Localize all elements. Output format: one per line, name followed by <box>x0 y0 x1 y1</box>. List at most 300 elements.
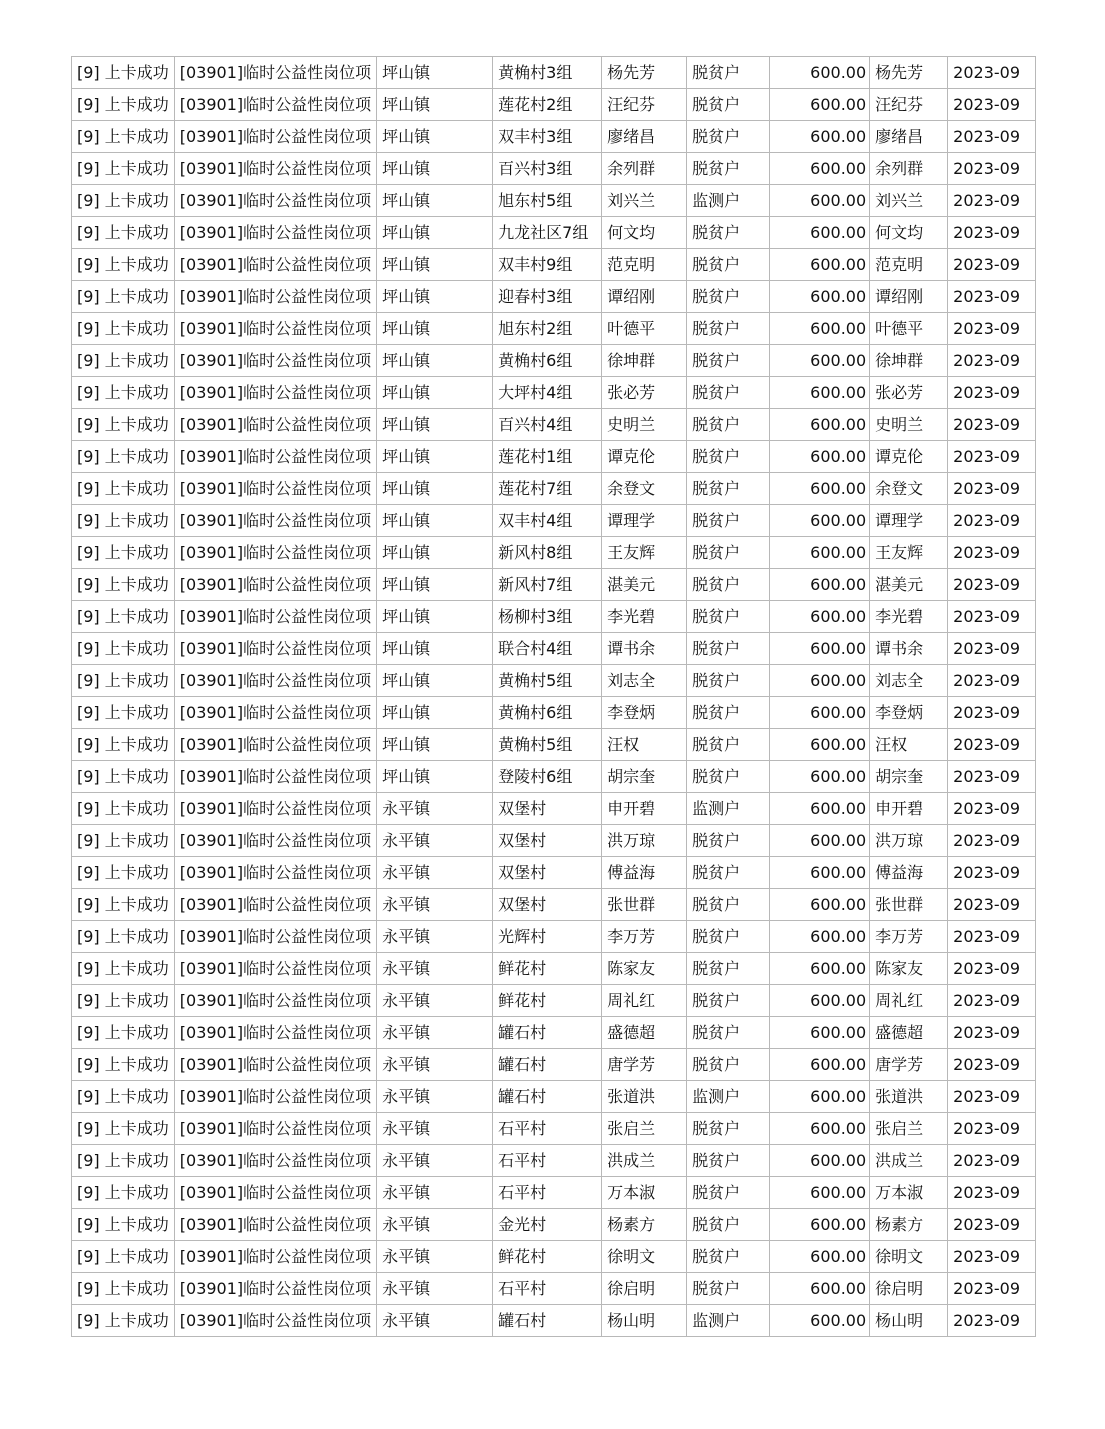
status-cell: [9] 上卡成功 <box>72 345 175 377</box>
amount-cell: 600.00 <box>770 601 870 633</box>
village-cell: 鲜花村 <box>493 953 602 985</box>
amount-cell: 600.00 <box>770 1017 870 1049</box>
table-row <box>72 1049 1036 1081</box>
person-name-cell: 张道洪 <box>602 1081 687 1113</box>
status-cell: [9] 上卡成功 <box>72 921 175 953</box>
period-cell: 2023-09 <box>948 409 1036 441</box>
status-cell: [9] 上卡成功 <box>72 729 175 761</box>
project-cell: [03901]临时公益性岗位项 <box>174 1305 376 1337</box>
village-cell: 莲花村2组 <box>493 89 602 121</box>
amount-cell: 600.00 <box>770 57 870 89</box>
period-cell: 2023-09 <box>948 1113 1036 1145</box>
town-cell: 坪山镇 <box>377 89 493 121</box>
payee-name-cell: 何文均 <box>870 217 948 249</box>
person-name-cell: 王友辉 <box>602 537 687 569</box>
period-cell: 2023-09 <box>948 185 1036 217</box>
person-name-cell: 谭理学 <box>602 505 687 537</box>
household-type-cell: 脱贫户 <box>687 921 770 953</box>
person-name-cell: 张必芳 <box>602 377 687 409</box>
project-cell: [03901]临时公益性岗位项 <box>174 185 376 217</box>
status-cell: [9] 上卡成功 <box>72 473 175 505</box>
period-cell: 2023-09 <box>948 377 1036 409</box>
person-name-cell: 刘志全 <box>602 665 687 697</box>
household-type-cell: 脱贫户 <box>687 889 770 921</box>
person-name-cell: 谭绍刚 <box>602 281 687 313</box>
table-row <box>72 1209 1036 1241</box>
village-cell: 登陵村6组 <box>493 761 602 793</box>
status-cell: [9] 上卡成功 <box>72 537 175 569</box>
project-cell: [03901]临时公益性岗位项 <box>174 1049 376 1081</box>
person-name-cell: 陈家友 <box>602 953 687 985</box>
period-cell: 2023-09 <box>948 857 1036 889</box>
town-cell: 永平镇 <box>377 1145 493 1177</box>
town-cell: 坪山镇 <box>377 601 493 633</box>
payee-name-cell: 杨山明 <box>870 1305 948 1337</box>
table-row <box>72 761 1036 793</box>
project-cell: [03901]临时公益性岗位项 <box>174 89 376 121</box>
amount-cell: 600.00 <box>770 473 870 505</box>
table-row <box>72 697 1036 729</box>
amount-cell: 600.00 <box>770 1145 870 1177</box>
amount-cell: 600.00 <box>770 697 870 729</box>
payee-name-cell: 余列群 <box>870 153 948 185</box>
period-cell: 2023-09 <box>948 473 1036 505</box>
amount-cell: 600.00 <box>770 281 870 313</box>
village-cell: 新风村7组 <box>493 569 602 601</box>
table-row <box>72 1273 1036 1305</box>
household-type-cell: 脱贫户 <box>687 985 770 1017</box>
payee-name-cell: 谭克伦 <box>870 441 948 473</box>
period-cell: 2023-09 <box>948 249 1036 281</box>
household-type-cell: 脱贫户 <box>687 89 770 121</box>
payee-name-cell: 范克明 <box>870 249 948 281</box>
table-row <box>72 1177 1036 1209</box>
payee-name-cell: 李万芳 <box>870 921 948 953</box>
household-type-cell: 脱贫户 <box>687 121 770 153</box>
period-cell: 2023-09 <box>948 313 1036 345</box>
project-cell: [03901]临时公益性岗位项 <box>174 985 376 1017</box>
amount-cell: 600.00 <box>770 377 870 409</box>
household-type-cell: 脱贫户 <box>687 953 770 985</box>
person-name-cell: 何文均 <box>602 217 687 249</box>
table-row <box>72 1145 1036 1177</box>
status-cell: [9] 上卡成功 <box>72 697 175 729</box>
project-cell: [03901]临时公益性岗位项 <box>174 281 376 313</box>
payee-name-cell: 刘志全 <box>870 665 948 697</box>
village-cell: 莲花村1组 <box>493 441 602 473</box>
amount-cell: 600.00 <box>770 793 870 825</box>
town-cell: 永平镇 <box>377 1049 493 1081</box>
period-cell: 2023-09 <box>948 217 1036 249</box>
household-type-cell: 脱贫户 <box>687 505 770 537</box>
project-cell: [03901]临时公益性岗位项 <box>174 1113 376 1145</box>
payee-name-cell: 叶德平 <box>870 313 948 345</box>
town-cell: 永平镇 <box>377 1113 493 1145</box>
household-type-cell: 脱贫户 <box>687 761 770 793</box>
project-cell: [03901]临时公益性岗位项 <box>174 249 376 281</box>
project-cell: [03901]临时公益性岗位项 <box>174 1241 376 1273</box>
amount-cell: 600.00 <box>770 985 870 1017</box>
amount-cell: 600.00 <box>770 729 870 761</box>
table-row <box>72 537 1036 569</box>
period-cell: 2023-09 <box>948 153 1036 185</box>
payee-name-cell: 徐启明 <box>870 1273 948 1305</box>
town-cell: 永平镇 <box>377 921 493 953</box>
household-type-cell: 脱贫户 <box>687 281 770 313</box>
person-name-cell: 盛德超 <box>602 1017 687 1049</box>
table-row <box>72 249 1036 281</box>
payee-name-cell: 盛德超 <box>870 1017 948 1049</box>
status-cell: [9] 上卡成功 <box>72 153 175 185</box>
village-cell: 旭东村2组 <box>493 313 602 345</box>
town-cell: 坪山镇 <box>377 281 493 313</box>
table-row <box>72 217 1036 249</box>
project-cell: [03901]临时公益性岗位项 <box>174 1273 376 1305</box>
household-type-cell: 脱贫户 <box>687 1113 770 1145</box>
amount-cell: 600.00 <box>770 217 870 249</box>
town-cell: 坪山镇 <box>377 409 493 441</box>
payee-name-cell: 谭书余 <box>870 633 948 665</box>
household-type-cell: 脱贫户 <box>687 57 770 89</box>
project-cell: [03901]临时公益性岗位项 <box>174 121 376 153</box>
period-cell: 2023-09 <box>948 633 1036 665</box>
town-cell: 坪山镇 <box>377 377 493 409</box>
payee-name-cell: 徐坤群 <box>870 345 948 377</box>
status-cell: [9] 上卡成功 <box>72 377 175 409</box>
town-cell: 永平镇 <box>377 793 493 825</box>
period-cell: 2023-09 <box>948 761 1036 793</box>
person-name-cell: 廖绪昌 <box>602 121 687 153</box>
village-cell: 鲜花村 <box>493 1241 602 1273</box>
period-cell: 2023-09 <box>948 1177 1036 1209</box>
village-cell: 石平村 <box>493 1177 602 1209</box>
amount-cell: 600.00 <box>770 537 870 569</box>
household-type-cell: 脱贫户 <box>687 1209 770 1241</box>
project-cell: [03901]临时公益性岗位项 <box>174 409 376 441</box>
household-type-cell: 脱贫户 <box>687 1145 770 1177</box>
table-row <box>72 89 1036 121</box>
status-cell: [9] 上卡成功 <box>72 1241 175 1273</box>
status-cell: [9] 上卡成功 <box>72 217 175 249</box>
project-cell: [03901]临时公益性岗位项 <box>174 793 376 825</box>
payee-name-cell: 王友辉 <box>870 537 948 569</box>
table-row <box>72 505 1036 537</box>
period-cell: 2023-09 <box>948 89 1036 121</box>
period-cell: 2023-09 <box>948 985 1036 1017</box>
person-name-cell: 周礼红 <box>602 985 687 1017</box>
table-row <box>72 1241 1036 1273</box>
project-cell: [03901]临时公益性岗位项 <box>174 1017 376 1049</box>
period-cell: 2023-09 <box>948 889 1036 921</box>
amount-cell: 600.00 <box>770 953 870 985</box>
person-name-cell: 汪权 <box>602 729 687 761</box>
town-cell: 永平镇 <box>377 1017 493 1049</box>
status-cell: [9] 上卡成功 <box>72 121 175 153</box>
town-cell: 坪山镇 <box>377 249 493 281</box>
household-type-cell: 脱贫户 <box>687 729 770 761</box>
household-type-cell: 监测户 <box>687 1305 770 1337</box>
town-cell: 永平镇 <box>377 1081 493 1113</box>
status-cell: [9] 上卡成功 <box>72 889 175 921</box>
status-cell: [9] 上卡成功 <box>72 185 175 217</box>
household-type-cell: 脱贫户 <box>687 633 770 665</box>
payee-name-cell: 张世群 <box>870 889 948 921</box>
project-cell: [03901]临时公益性岗位项 <box>174 729 376 761</box>
village-cell: 双丰村9组 <box>493 249 602 281</box>
amount-cell: 600.00 <box>770 921 870 953</box>
period-cell: 2023-09 <box>948 121 1036 153</box>
town-cell: 坪山镇 <box>377 729 493 761</box>
table-row <box>72 953 1036 985</box>
period-cell: 2023-09 <box>948 729 1036 761</box>
status-cell: [9] 上卡成功 <box>72 57 175 89</box>
household-type-cell: 脱贫户 <box>687 1017 770 1049</box>
status-cell: [9] 上卡成功 <box>72 1049 175 1081</box>
payee-name-cell: 胡宗奎 <box>870 761 948 793</box>
amount-cell: 600.00 <box>770 761 870 793</box>
person-name-cell: 谭克伦 <box>602 441 687 473</box>
town-cell: 坪山镇 <box>377 537 493 569</box>
table-row <box>72 825 1036 857</box>
table-row <box>72 1081 1036 1113</box>
payment-table <box>71 56 1036 1337</box>
payee-name-cell: 李光碧 <box>870 601 948 633</box>
amount-cell: 600.00 <box>770 569 870 601</box>
payee-name-cell: 陈家友 <box>870 953 948 985</box>
village-cell: 迎春村3组 <box>493 281 602 313</box>
household-type-cell: 脱贫户 <box>687 217 770 249</box>
household-type-cell: 脱贫户 <box>687 313 770 345</box>
table-row <box>72 473 1036 505</box>
status-cell: [9] 上卡成功 <box>72 665 175 697</box>
table-row <box>72 1017 1036 1049</box>
village-cell: 联合村4组 <box>493 633 602 665</box>
household-type-cell: 监测户 <box>687 793 770 825</box>
period-cell: 2023-09 <box>948 569 1036 601</box>
town-cell: 坪山镇 <box>377 697 493 729</box>
amount-cell: 600.00 <box>770 633 870 665</box>
status-cell: [9] 上卡成功 <box>72 1209 175 1241</box>
payee-name-cell: 余登文 <box>870 473 948 505</box>
town-cell: 坪山镇 <box>377 441 493 473</box>
period-cell: 2023-09 <box>948 697 1036 729</box>
payee-name-cell: 刘兴兰 <box>870 185 948 217</box>
amount-cell: 600.00 <box>770 441 870 473</box>
amount-cell: 600.00 <box>770 1241 870 1273</box>
project-cell: [03901]临时公益性岗位项 <box>174 153 376 185</box>
amount-cell: 600.00 <box>770 857 870 889</box>
project-cell: [03901]临时公益性岗位项 <box>174 505 376 537</box>
person-name-cell: 杨素方 <box>602 1209 687 1241</box>
table-row <box>72 281 1036 313</box>
project-cell: [03901]临时公益性岗位项 <box>174 1081 376 1113</box>
household-type-cell: 脱贫户 <box>687 569 770 601</box>
payee-name-cell: 洪万琼 <box>870 825 948 857</box>
payee-name-cell: 张道洪 <box>870 1081 948 1113</box>
status-cell: [9] 上卡成功 <box>72 825 175 857</box>
amount-cell: 600.00 <box>770 1177 870 1209</box>
person-name-cell: 余登文 <box>602 473 687 505</box>
period-cell: 2023-09 <box>948 1241 1036 1273</box>
village-cell: 九龙社区7组 <box>493 217 602 249</box>
period-cell: 2023-09 <box>948 1305 1036 1337</box>
payee-name-cell: 申开碧 <box>870 793 948 825</box>
town-cell: 永平镇 <box>377 889 493 921</box>
town-cell: 坪山镇 <box>377 313 493 345</box>
period-cell: 2023-09 <box>948 953 1036 985</box>
town-cell: 永平镇 <box>377 985 493 1017</box>
household-type-cell: 监测户 <box>687 185 770 217</box>
household-type-cell: 脱贫户 <box>687 377 770 409</box>
table-row <box>72 441 1036 473</box>
project-cell: [03901]临时公益性岗位项 <box>174 601 376 633</box>
amount-cell: 600.00 <box>770 1209 870 1241</box>
period-cell: 2023-09 <box>948 921 1036 953</box>
project-cell: [03901]临时公益性岗位项 <box>174 473 376 505</box>
table-row <box>72 601 1036 633</box>
village-cell: 新风村8组 <box>493 537 602 569</box>
person-name-cell: 张世群 <box>602 889 687 921</box>
household-type-cell: 脱贫户 <box>687 153 770 185</box>
person-name-cell: 徐明文 <box>602 1241 687 1273</box>
person-name-cell: 徐坤群 <box>602 345 687 377</box>
person-name-cell: 谭书余 <box>602 633 687 665</box>
household-type-cell: 脱贫户 <box>687 409 770 441</box>
person-name-cell: 申开碧 <box>602 793 687 825</box>
person-name-cell: 刘兴兰 <box>602 185 687 217</box>
person-name-cell: 湛美元 <box>602 569 687 601</box>
town-cell: 永平镇 <box>377 1241 493 1273</box>
amount-cell: 600.00 <box>770 825 870 857</box>
person-name-cell: 洪万琼 <box>602 825 687 857</box>
period-cell: 2023-09 <box>948 793 1036 825</box>
village-cell: 黄桷村3组 <box>493 57 602 89</box>
project-cell: [03901]临时公益性岗位项 <box>174 57 376 89</box>
table-row <box>72 569 1036 601</box>
village-cell: 石平村 <box>493 1145 602 1177</box>
village-cell: 金光村 <box>493 1209 602 1241</box>
amount-cell: 600.00 <box>770 665 870 697</box>
household-type-cell: 脱贫户 <box>687 601 770 633</box>
period-cell: 2023-09 <box>948 345 1036 377</box>
amount-cell: 600.00 <box>770 505 870 537</box>
project-cell: [03901]临时公益性岗位项 <box>174 953 376 985</box>
person-name-cell: 胡宗奎 <box>602 761 687 793</box>
status-cell: [9] 上卡成功 <box>72 249 175 281</box>
status-cell: [9] 上卡成功 <box>72 601 175 633</box>
household-type-cell: 脱贫户 <box>687 697 770 729</box>
amount-cell: 600.00 <box>770 249 870 281</box>
status-cell: [9] 上卡成功 <box>72 1273 175 1305</box>
village-cell: 旭东村5组 <box>493 185 602 217</box>
amount-cell: 600.00 <box>770 89 870 121</box>
amount-cell: 600.00 <box>770 409 870 441</box>
town-cell: 永平镇 <box>377 953 493 985</box>
village-cell: 黄桷村5组 <box>493 729 602 761</box>
person-name-cell: 李登炳 <box>602 697 687 729</box>
village-cell: 百兴村4组 <box>493 409 602 441</box>
person-name-cell: 李光碧 <box>602 601 687 633</box>
village-cell: 杨柳村3组 <box>493 601 602 633</box>
household-type-cell: 脱贫户 <box>687 825 770 857</box>
person-name-cell: 范克明 <box>602 249 687 281</box>
village-cell: 黄桷村5组 <box>493 665 602 697</box>
table-row <box>72 121 1036 153</box>
village-cell: 罐石村 <box>493 1049 602 1081</box>
person-name-cell: 杨先芳 <box>602 57 687 89</box>
project-cell: [03901]临时公益性岗位项 <box>174 889 376 921</box>
period-cell: 2023-09 <box>948 57 1036 89</box>
village-cell: 罐石村 <box>493 1081 602 1113</box>
project-cell: [03901]临时公益性岗位项 <box>174 537 376 569</box>
payee-name-cell: 徐明文 <box>870 1241 948 1273</box>
project-cell: [03901]临时公益性岗位项 <box>174 1145 376 1177</box>
status-cell: [9] 上卡成功 <box>72 1305 175 1337</box>
project-cell: [03901]临时公益性岗位项 <box>174 569 376 601</box>
amount-cell: 600.00 <box>770 1049 870 1081</box>
amount-cell: 600.00 <box>770 1113 870 1145</box>
person-name-cell: 叶德平 <box>602 313 687 345</box>
status-cell: [9] 上卡成功 <box>72 793 175 825</box>
village-cell: 双堡村 <box>493 825 602 857</box>
project-cell: [03901]临时公益性岗位项 <box>174 825 376 857</box>
amount-cell: 600.00 <box>770 313 870 345</box>
person-name-cell: 杨山明 <box>602 1305 687 1337</box>
person-name-cell: 傅益海 <box>602 857 687 889</box>
status-cell: [9] 上卡成功 <box>72 1081 175 1113</box>
town-cell: 坪山镇 <box>377 153 493 185</box>
period-cell: 2023-09 <box>948 1049 1036 1081</box>
status-cell: [9] 上卡成功 <box>72 1145 175 1177</box>
town-cell: 坪山镇 <box>377 473 493 505</box>
village-cell: 鲜花村 <box>493 985 602 1017</box>
amount-cell: 600.00 <box>770 1305 870 1337</box>
household-type-cell: 脱贫户 <box>687 857 770 889</box>
payee-name-cell: 杨先芳 <box>870 57 948 89</box>
village-cell: 石平村 <box>493 1113 602 1145</box>
village-cell: 罐石村 <box>493 1305 602 1337</box>
town-cell: 永平镇 <box>377 1209 493 1241</box>
period-cell: 2023-09 <box>948 825 1036 857</box>
payee-name-cell: 傅益海 <box>870 857 948 889</box>
table-row <box>72 345 1036 377</box>
status-cell: [9] 上卡成功 <box>72 569 175 601</box>
village-cell: 罐石村 <box>493 1017 602 1049</box>
period-cell: 2023-09 <box>948 1145 1036 1177</box>
status-cell: [9] 上卡成功 <box>72 1113 175 1145</box>
table-row <box>72 409 1036 441</box>
period-cell: 2023-09 <box>948 1081 1036 1113</box>
table-row <box>72 889 1036 921</box>
project-cell: [03901]临时公益性岗位项 <box>174 441 376 473</box>
table-row <box>72 985 1036 1017</box>
household-type-cell: 脱贫户 <box>687 441 770 473</box>
status-cell: [9] 上卡成功 <box>72 409 175 441</box>
payee-name-cell: 廖绪昌 <box>870 121 948 153</box>
period-cell: 2023-09 <box>948 441 1036 473</box>
village-cell: 双堡村 <box>493 793 602 825</box>
person-name-cell: 徐启明 <box>602 1273 687 1305</box>
table-row <box>72 153 1036 185</box>
project-cell: [03901]临时公益性岗位项 <box>174 1209 376 1241</box>
status-cell: [9] 上卡成功 <box>72 761 175 793</box>
project-cell: [03901]临时公益性岗位项 <box>174 665 376 697</box>
household-type-cell: 脱贫户 <box>687 249 770 281</box>
table-row <box>72 1305 1036 1337</box>
person-name-cell: 万本淑 <box>602 1177 687 1209</box>
village-cell: 石平村 <box>493 1273 602 1305</box>
period-cell: 2023-09 <box>948 1017 1036 1049</box>
